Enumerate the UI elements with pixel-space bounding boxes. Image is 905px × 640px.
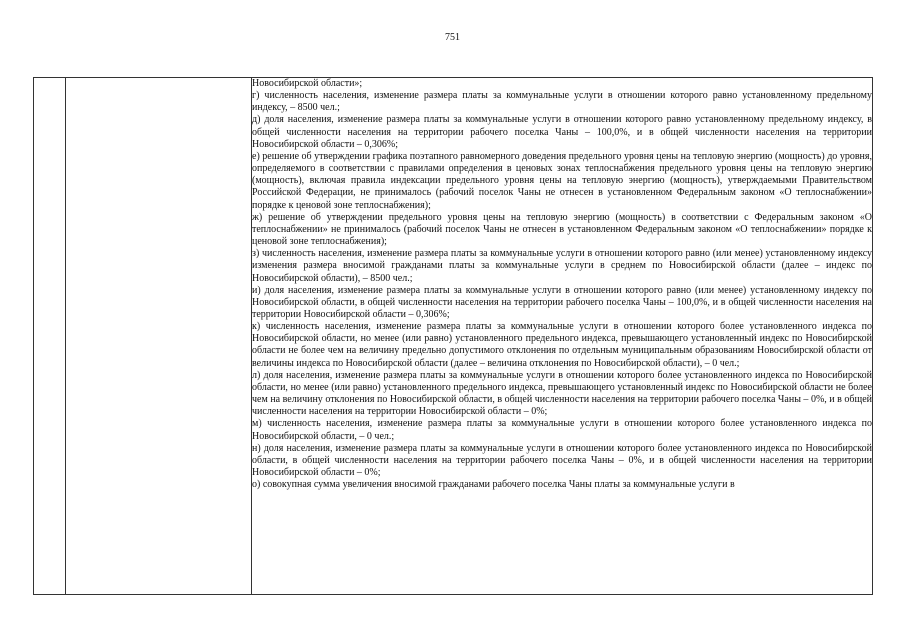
table-cell-title <box>66 78 252 595</box>
paragraph: м) численность населения, изменение размера платы за коммунальные услуги в отношении которого более установленного индекса по Новосибирской области, – 0 чел.; <box>252 418 872 442</box>
paragraph: л) доля населения, изменение размера платы за коммунальные услуги в отношении которого более установленного индекса по Новосибирской области, но менее (или равно) установленного предельного индекса, превышающего установленный индекс по Новосибирской области не более чем на величину отклонения по Новосибирской области, в общей численности населения на территории рабочего поселка Чаны – 0%, и в общей численности населения на территории Новосибирской области – 0%; <box>252 369 872 418</box>
paragraph: н) доля населения, изменение размера платы за коммунальные услуги в отношении которого более установленного индекса по Новосибирской области, в общей численности населения на территории рабочего поселка Чаны – 0%, и в общей численности населения на территории Новосибирской области – 0%; <box>252 442 872 478</box>
paragraph: г) численность населения, изменение размера платы за коммунальные услуги в отношении которого равно установленному предельному индексу, – 8500 чел.; <box>252 90 872 114</box>
table-cell-number <box>34 78 66 595</box>
document-table <box>33 77 873 595</box>
paragraph: з) численность населения, изменение размера платы за коммунальные услуги в отношении которого равно (или менее) установленному индексу изменения размера вносимой гражданами платы за коммунальные услуги в среднем по Новосибирской области (далее – индекс по Новосибирской области), – 8500 чел.; <box>252 248 872 284</box>
paragraph: о) совокупная сумма увеличения вносимой гражданами рабочего поселка Чаны платы за коммунальные услуги в <box>252 479 735 491</box>
paragraph: и) доля населения, изменение размера платы за коммунальные услуги в отношении которого равно (или менее) установленному индексу по Новосибирской области, в общей численности населения на территории рабочего поселка Чаны – 100,0%, и в общей численности населения на территории Новосибирской области – 0,306%; <box>252 284 872 320</box>
page-number: 751 <box>445 32 460 43</box>
paragraph: д) доля населения, изменение размера платы за коммунальные услуги в отношении которого равно установленному предельному индексу, в общей численности населения на территории рабочего поселка Чаны – 100,0%, и в общей численности населения на территории Новосибирской области – 0,306%; <box>252 114 872 150</box>
paragraph: ж) решение об утверждении предельного уровня цены на тепловую энергию (мощность) в соответствии с Федеральным законом «О теплоснабжении» не принималось (рабочий поселок Чаны не отнесен в установленном Федеральным законом «О теплоснабжении» порядке к ценовой зоне теплоснабжения); <box>252 211 872 248</box>
paragraph: Новосибирской области»; <box>252 78 363 89</box>
table-row <box>34 78 873 595</box>
paragraph: к) численность населения, изменение размера платы за коммунальные услуги в отношении которого более установленного индекса по Новосибирской области, но менее (или равно) установленного предельного индекса, превышающего установленный индекс по Новосибирской области не более чем на величину предельно допустимого отклонения по отдельным муниципальным образованиям Новосибирской области от величины индекса по Новосибирской области (далее – величина отклонения по Новосибирской области), – 0 чел.; <box>252 321 872 369</box>
paragraph: е) решение об утверждении графика поэтапного равномерного доведения предельного уровня цены на тепловую энергию (мощность) до уровня, определяемого в соответствии с правилами определения в ценовых зонах теплоснабжения предельного уровня цены на тепловую энергию (мощность), включая правила индексации предельного уровня цены на тепловую энергию (мощность), утверждаемыми Правительством Российской Федерации, не принималось (рабочий поселок Чаны не отнесен в установленном Федеральным законом «О теплоснабжении» порядке к ценовой зоне теплоснабжения); <box>252 150 872 211</box>
table-cell-content <box>252 78 873 595</box>
